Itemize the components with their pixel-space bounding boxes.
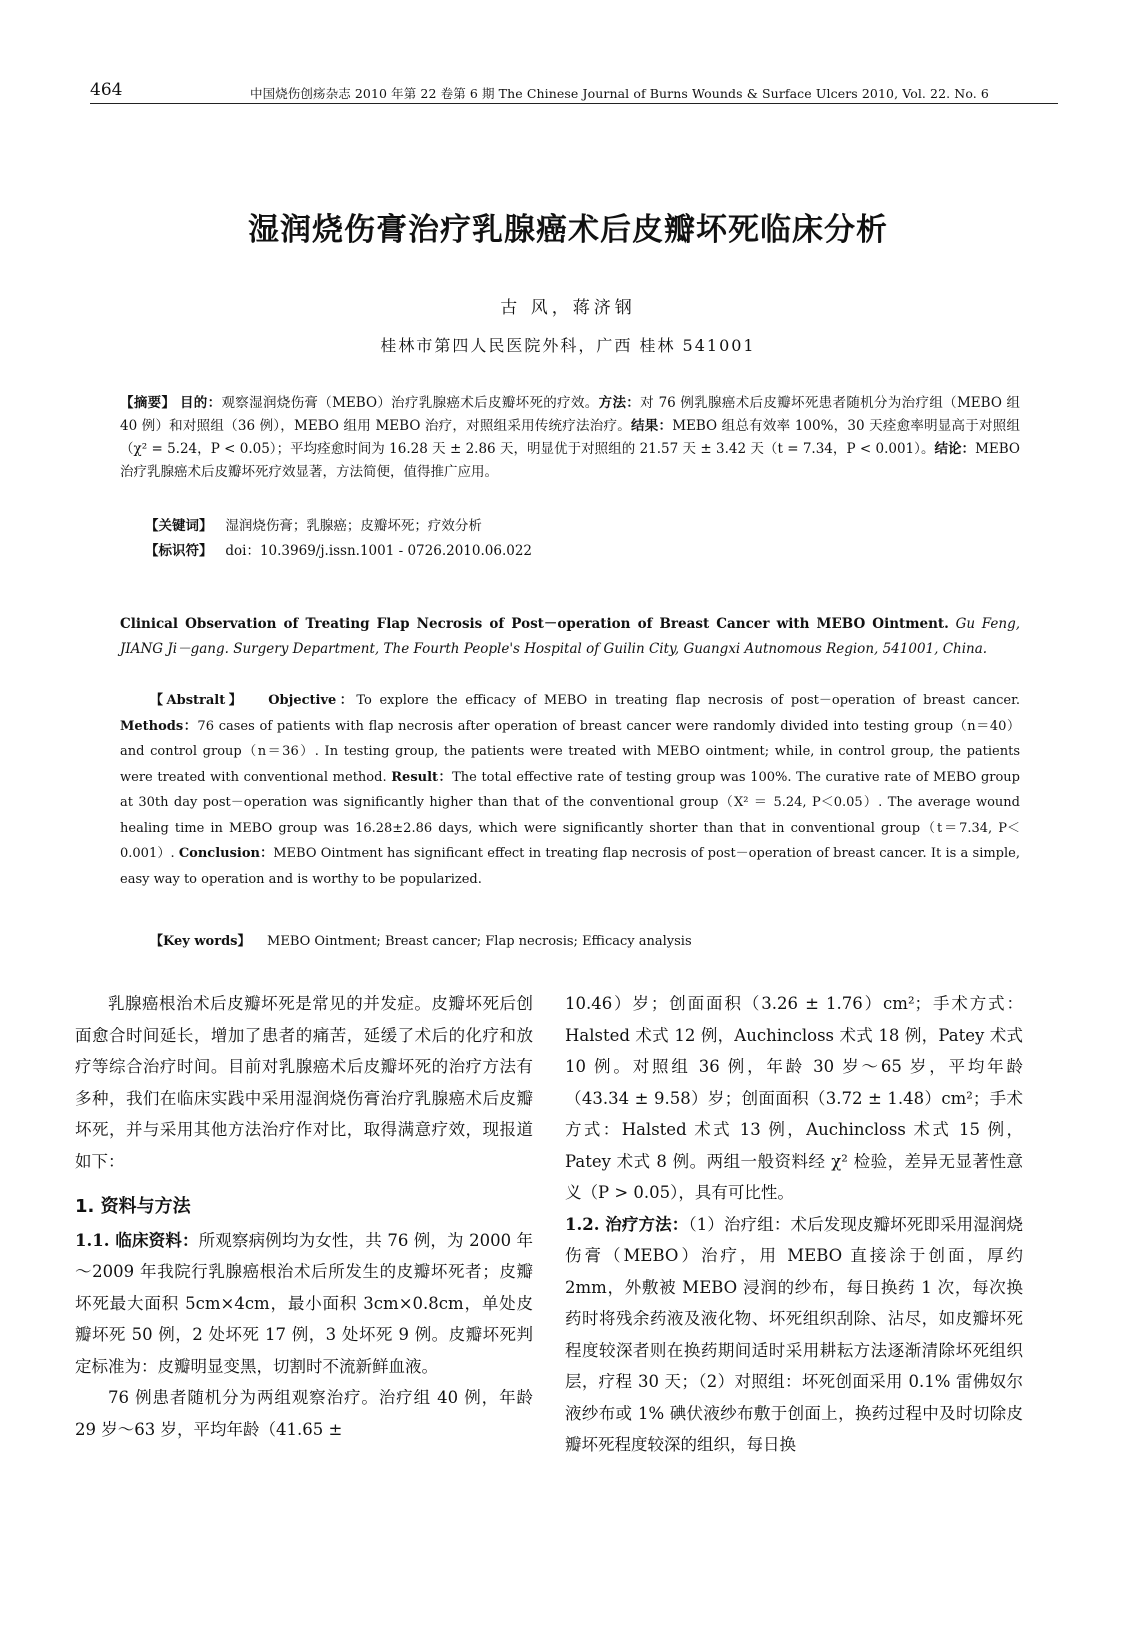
page-number: 464 xyxy=(90,80,123,100)
english-keywords-row xyxy=(150,930,1020,949)
section-1-1-paragraph xyxy=(75,1225,533,1383)
english-result-text: The total effective rate of testing group was 100%. The curative rate of MEBO group at 30th day post－operation was significantly higher than that of the conventional group（X² ＝ 5.24, P＜0.05）. The average wound healing time in MEBO group was 16.28±2.86 days, which were significantly shorter than that in conventional group（t＝7.34, P＜0.001）. xyxy=(120,769,1020,861)
grouping-paragraph: 76 例患者随机分为两组观察治疗。治疗组 40 例，年龄 29 岁～63 岁，平均年龄（41.65 ± xyxy=(75,1388,533,1439)
authors: 古 风，蒋济钢 xyxy=(500,298,636,318)
running-header: 中国烧伤创疡杂志 2010 年第 22 卷第 6 期 The Chinese Journal of Burns Wounds & Surface Ulcers 2010, Vol. 22. No. 6 xyxy=(250,86,989,101)
intro-paragraph: 乳腺癌根治术后皮瓣坏死是常见的并发症。皮瓣坏死后创面愈合时间延长，增加了患者的痛苦，延缓了术后的化疗和放疗等综合治疗时间。目前对乳腺癌术后皮瓣坏死的治疗方法有多种，我们在临床实践中采用湿润烧伤膏治疗乳腺癌术后皮瓣坏死，并与采用其他方法治疗作对比，取得满意疗效，现报道如下： xyxy=(75,994,533,1171)
section-1-2-text: （1）治疗组：术后发现皮瓣坏死即采用湿润烧伤膏（MEBO）治疗，用 MEBO 直接涂于创面，厚约 2mm，外敷被 MEBO 浸润的纱布，每日换药 1 次，每次换药时将残余药液及液化物、坏死组织刮除、沾尽，如皮瓣坏死程度较深者则在换药期间适时采用耕耘方法逐渐清除坏死组织层，疗程 30 天；（2）对照组：坏死创面采用 0.1% 雷佛奴尔液纱布或 1% 碘伏液纱布敷于创面上，换药过程中及时切除皮瓣坏死程度较深的组织，每日换 xyxy=(565,1214,1023,1454)
section-1-2-label: 1.2. 治疗方法： xyxy=(565,1214,689,1234)
results-text: MEBO 组总有效率 100%，30 天痊愈率明显高于对照组（χ² = 5.24，P < 0.05）；平均痊愈时间为 16.28 天 ± 2.86 天，明显优于对照组的 21.57 天 ± 3.42 天（t = 7.34，P < 0.001）。 xyxy=(120,418,1020,457)
english-authors-affiliation: Gu Feng, JIANG Ji－gang. Surgery Department, The Fourth People's Hospital of Guilin City, Guangxi Autnomous Region, 541001, China. xyxy=(120,616,1020,657)
identifier-row xyxy=(145,540,1025,563)
keywords-label: 【关键词】 xyxy=(145,518,213,534)
english-keywords-text: MEBO Ointment; Breast cancer; Flap necrosis; Efficacy analysis xyxy=(267,934,692,949)
methods-label: 方法： xyxy=(598,395,641,411)
doi-text[interactable]: doi：10.3969/j.issn.1001 - 0726.2010.06.022 xyxy=(225,543,533,559)
body-right-column xyxy=(565,988,1023,1461)
identifier-label: 【标识符】 xyxy=(145,543,213,559)
objective-label: 目的： xyxy=(179,395,222,411)
methods-text: 对 76 例乳腺癌术后皮瓣坏死患者随机分为治疗组（MEBO 组 40 例）和对照组（36 例），MEBO 组用 MEBO 治疗，对照组采用传统疗法治疗。 xyxy=(120,395,1021,434)
abstract-label: 【摘要】 xyxy=(120,395,176,411)
section-1-1-label: 1.1. 临床资料： xyxy=(75,1230,199,1250)
section-1-1-text: 所观察病例均为女性，共 76 例，为 2000 年～2009 年我院行乳腺癌根治术后所发生的皮瓣坏死者；皮瓣坏死最大面积 5cm×4cm，最小面积 3cm×0.8cm，单处皮瓣坏死 50 例，2 处坏死 17 例，3 处坏死 9 例。皮瓣坏死判定标准为：皮瓣明显变黑，切割时不流新鲜血液。 xyxy=(75,1230,533,1376)
english-methods-label: Methods： xyxy=(120,718,198,734)
conclusion-text: MEBO 治疗乳腺癌术后皮瓣坏死疗效显著，方法简便，值得推广应用。 xyxy=(120,441,1020,480)
english-conclusion-text: MEBO Ointment has significant effect in treating flap necrosis of post－operation of breast cancer. It is a simple, easy way to operation and is worthy to be popularized. xyxy=(120,846,1020,887)
english-title: Clinical Observation of Treating Flap Necrosis of Post－operation of Breast Cancer with MEBO Ointment. xyxy=(120,616,949,632)
keywords-row xyxy=(145,515,1025,538)
paper-title: 湿润烧伤膏治疗乳腺癌术后皮瓣坏死临床分析 xyxy=(248,212,888,248)
english-abstract xyxy=(120,688,1020,892)
english-result-label: Result： xyxy=(391,769,453,785)
header-rule xyxy=(90,103,1058,104)
english-objective-label: Objective： xyxy=(268,693,357,708)
english-conclusion-label: Conclusion： xyxy=(178,846,274,861)
group-details-paragraph: 10.46）岁；创面面积（3.26 ± 1.76）cm²；手术方式：Halsted 术式 12 例，Auchincloss 术式 18 例，Patey 术式 10 例。对照组 36 例，年龄 30 岁～65 岁，平均年龄（43.34 ± 9.58）岁；创面面积（3.72 ± 1.48）cm²；手术方式：Halsted 术式 13 例，Auchincloss 术式 15 例，Patey 术式 8 例。两组一般资料经 χ² 检验，差异无显著性意义（P > 0.05），具有可比性。 xyxy=(565,994,1023,1202)
conclusion-label: 结论： xyxy=(934,441,976,457)
body-left-column xyxy=(75,988,533,1445)
section-1-2-paragraph xyxy=(565,1209,1023,1461)
chinese-abstract xyxy=(120,392,1020,484)
keywords-text: 湿润烧伤膏；乳腺癌；皮瓣坏死；疗效分析 xyxy=(225,518,482,534)
english-objective-text: To explore the efficacy of MEBO in treating flap necrosis of post－operation of breast cancer. xyxy=(356,693,1020,708)
affiliation: 桂林市第四人民医院外科，广西 桂林 541001 xyxy=(380,336,756,355)
english-methods-text: 76 cases of patients with flap necrosis after operation of breast cancer were randomly divided into testing group（n＝40）and control group（n＝36）. In testing group, the patients were treated with MEBO ointment; while, in control group, the patients were treated with conventional method. xyxy=(120,718,1020,785)
english-title-block xyxy=(120,612,1020,662)
objective-text: 观察湿润烧伤膏（MEBO）治疗乳腺癌术后皮瓣坏死的疗效。 xyxy=(221,395,599,411)
section-1-heading: 1. 资料与方法 xyxy=(75,1196,191,1217)
english-keywords-label: 【Key words】 xyxy=(150,934,251,949)
english-abstract-label: 【Abstralt】 xyxy=(150,693,246,708)
results-label: 结果： xyxy=(630,418,673,434)
